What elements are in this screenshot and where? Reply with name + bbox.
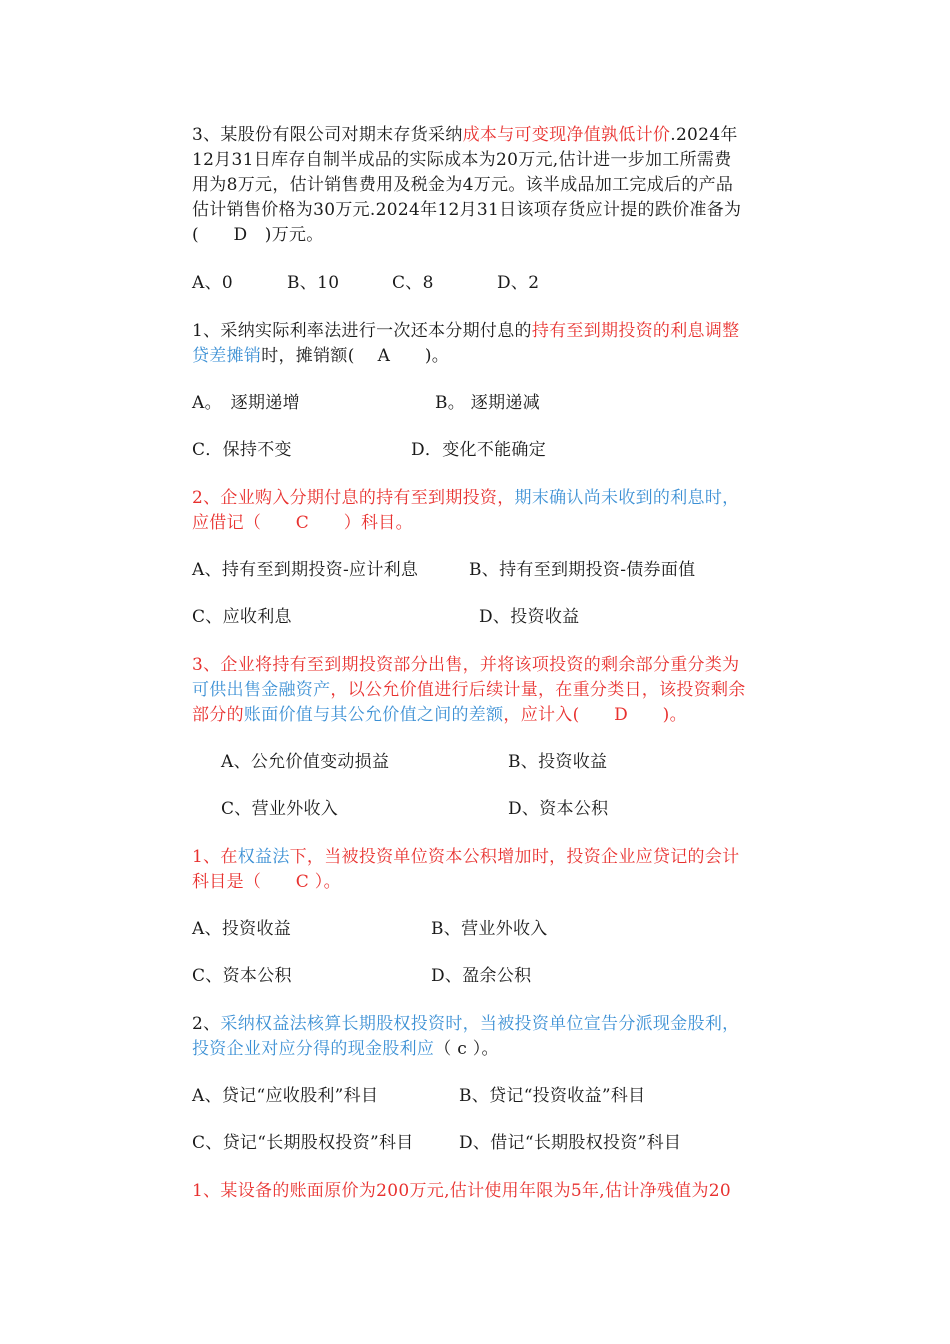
option-d: D、借记“长期股权投资”科目 <box>459 1133 682 1153</box>
option-c: C、应收利息 <box>192 607 292 627</box>
highlight-text: 下，当被投资单位资本公积增加时，投资企业应贷记的会计 <box>289 847 740 867</box>
question-line <box>192 678 822 703</box>
highlight-text: 成本与可变现净值孰低计价 <box>462 125 671 145</box>
question-answer-line: 科目是（ C ）。 <box>192 872 341 892</box>
option-d: D、盈余公积 <box>431 966 532 986</box>
question-answer-line <box>192 703 822 728</box>
question-line <box>192 845 822 870</box>
question-line: 12月31日库存自制半成品的实际成本为20万元,估计进一步加工所需费 <box>192 150 732 170</box>
question-text: 时，摊销额( A )。 <box>261 346 450 366</box>
highlight-text: 部分的 <box>192 705 244 725</box>
option-b: B、营业外收入 <box>431 919 548 939</box>
option-b: B、贷记“投资收益”科目 <box>459 1086 646 1106</box>
option-a: A、贷记“应收股利”科目 <box>192 1086 379 1106</box>
highlight-text: 账面价值与其公允价值之间的差额 <box>243 705 504 725</box>
option-c: C．保持不变 <box>192 440 292 460</box>
question-line: 估计销售价格为30万元.2024年12月31日该项存货应计提的跌价准备为 <box>192 200 742 220</box>
question-line: 用为8万元，估计销售费用及税金为4万元。该半成品加工完成后的产品 <box>192 175 734 195</box>
option-b: B。 逐期递减 <box>435 393 540 413</box>
highlight-text: 可供出售金融资产 <box>192 680 331 700</box>
highlight-text: 投资企业对应分得的现金股利应 <box>192 1039 435 1059</box>
question-text: 2、 <box>192 1014 221 1034</box>
option-a: A、投资收益 <box>192 919 292 939</box>
question-answer-line <box>192 1037 822 1062</box>
highlight-text: 1、在 <box>192 847 238 867</box>
option-c: C、8 <box>392 273 434 293</box>
question-text: .2024年 <box>670 125 738 145</box>
option-b: B、持有至到期投资-债券面值 <box>469 560 696 580</box>
highlight-text: 贷差摊销 <box>192 346 262 366</box>
question-line <box>192 123 822 148</box>
question-text: 3、某股份有限公司对期末存货采纳 <box>192 125 463 145</box>
question-line <box>192 1012 822 1037</box>
highlight-text: 2、企业购入分期付息的持有至到期投资， <box>192 488 515 508</box>
question-answer-line: ( D )万元。 <box>192 225 324 245</box>
option-a: A。 逐期递增 <box>192 393 300 413</box>
highlight-text: ，以公允价值进行后续计量，在重分类日，该投资剩余 <box>330 680 746 700</box>
highlight-text: 采纳权益法核算长期股权投资时，当被投资单位宣告分派现金股利， <box>220 1014 740 1034</box>
question-text: 1、采纳实际利率法进行一次还本分期付息的 <box>192 321 532 341</box>
question-answer-line <box>192 344 822 369</box>
highlight-text: 持有至到期投资的利息调整 <box>531 321 740 341</box>
question-answer-line: 应借记（ C ）科目。 <box>192 513 413 533</box>
question-line: 3、企业将持有至到期投资部分出售，并将该项投资的剩余部分重分类为 <box>192 655 740 675</box>
option-b: B、投资收益 <box>508 752 608 772</box>
option-d: D．变化不能确定 <box>411 440 547 460</box>
highlight-text: 权益法 <box>237 847 290 867</box>
option-c: C、资本公积 <box>192 966 292 986</box>
question-line <box>192 319 822 344</box>
option-d: D、2 <box>497 273 540 293</box>
option-a: A、0 <box>192 273 233 293</box>
highlight-text: 期末确认尚未收到的利息时， <box>514 488 740 508</box>
option-d: D、资本公积 <box>508 799 609 819</box>
option-c: C、营业外收入 <box>221 799 339 819</box>
question-line <box>192 486 822 511</box>
question-text: （ c ）。 <box>434 1039 499 1059</box>
highlight-text: ，应计入( D )。 <box>503 705 687 725</box>
option-b: B、10 <box>287 273 340 293</box>
question-line: 1、某设备的账面原价为200万元,估计使用年限为5年,估计净残值为20 <box>192 1181 732 1201</box>
option-a: A、公允价值变动损益 <box>221 752 390 772</box>
option-a: A、持有至到期投资-应计利息 <box>192 560 419 580</box>
option-c: C、贷记“长期股权投资”科目 <box>192 1133 414 1153</box>
option-d: D、投资收益 <box>479 607 580 627</box>
